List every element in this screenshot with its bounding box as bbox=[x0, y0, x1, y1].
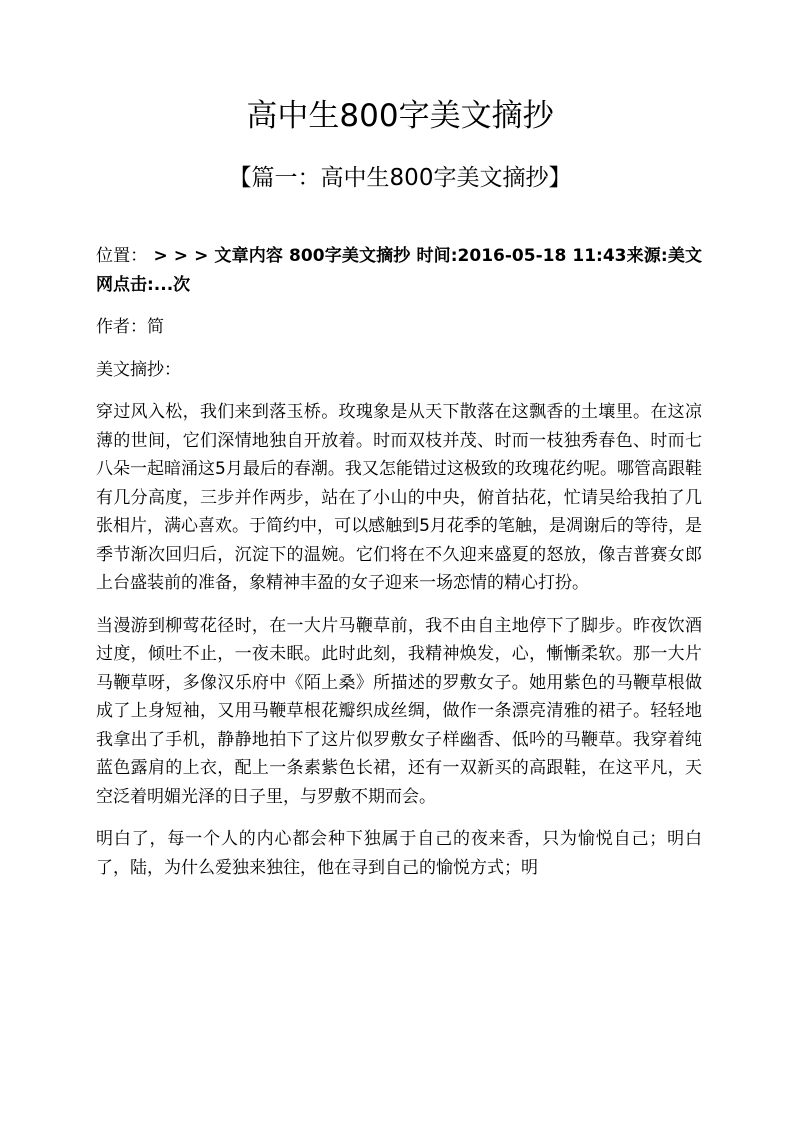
document-body bbox=[96, 242, 702, 896]
article-meta bbox=[96, 242, 702, 299]
paragraph-1: 穿过风入松，我们来到落玉桥。玫瑰象是从天下散落在这飘香的土壤里。在这凉薄的世间，它们深情地独自开放着。时而双枝并茂、时而一枝独秀春色、时而七八朵一起暗涌这5月最后的春潮。我又怎能错过这极致的玫瑰花约呢。哪管高跟鞋有几分高度，三步并作两步，站在了小山的中央，俯首拈花，忙请吴给我拍了几张相片，满心喜欢。于简约中，可以感触到5月花季的笔触，是凋谢后的等待，是季节渐次回归后，沉淀下的温婉。它们将在不久迎来盛夏的怒放，像吉普赛女郎上台盛装前的准备，象精神丰盈的女子迎来一场恋情的精心打扮。 bbox=[96, 402, 702, 593]
document-title: 高中生800字美文摘抄 bbox=[246, 98, 554, 134]
document-subtitle: 【篇一：高中生800字美文摘抄】 bbox=[228, 165, 572, 191]
paragraph-2: 当漫游到柳莺花径时，在一大片马鞭草前，我不由自主地停下了脚步。昨夜饮酒过度，倾吐不止，一夜未眠。此时此刻，我精神焕发，心，慚慚柔软。那一大片马鞭草呀，多像汉乐府中《陌上桑》所描述的罗敷女子。她用紫色的马鞭草根做成了上身短袖，又用马鞭草根花瓣织成丝绸，做作一条漂亮清雅的裙子。轻轻地我拿出了手机，静静地拍下了这片似罗敷女子样幽香、低吟的马鞭草。我穿着纯蓝色露肩的上衣，配上一条素紫色长裙，还有一双新买的高跟鞋，在这平凡，天空泛着明媚光泽的日子里，与罗敷不期而会。 bbox=[96, 615, 702, 807]
paragraph-3: 明白了，每一个人的内心都会种下独属于自己的夜来香，只为愉悦自己；明白了，陆，为什么爱独来独往，他在寻到自己的愉悦方式；明 bbox=[96, 829, 702, 878]
meta-label: 位置： bbox=[96, 246, 148, 266]
author-line: 作者：简 bbox=[96, 317, 164, 337]
meta-path: > > > 文章内容 800字美文摘抄 时间:2016-05-18 11:43来源:美文网点击:...次 bbox=[96, 246, 702, 295]
section-label: 美文摘抄： bbox=[96, 359, 181, 380]
